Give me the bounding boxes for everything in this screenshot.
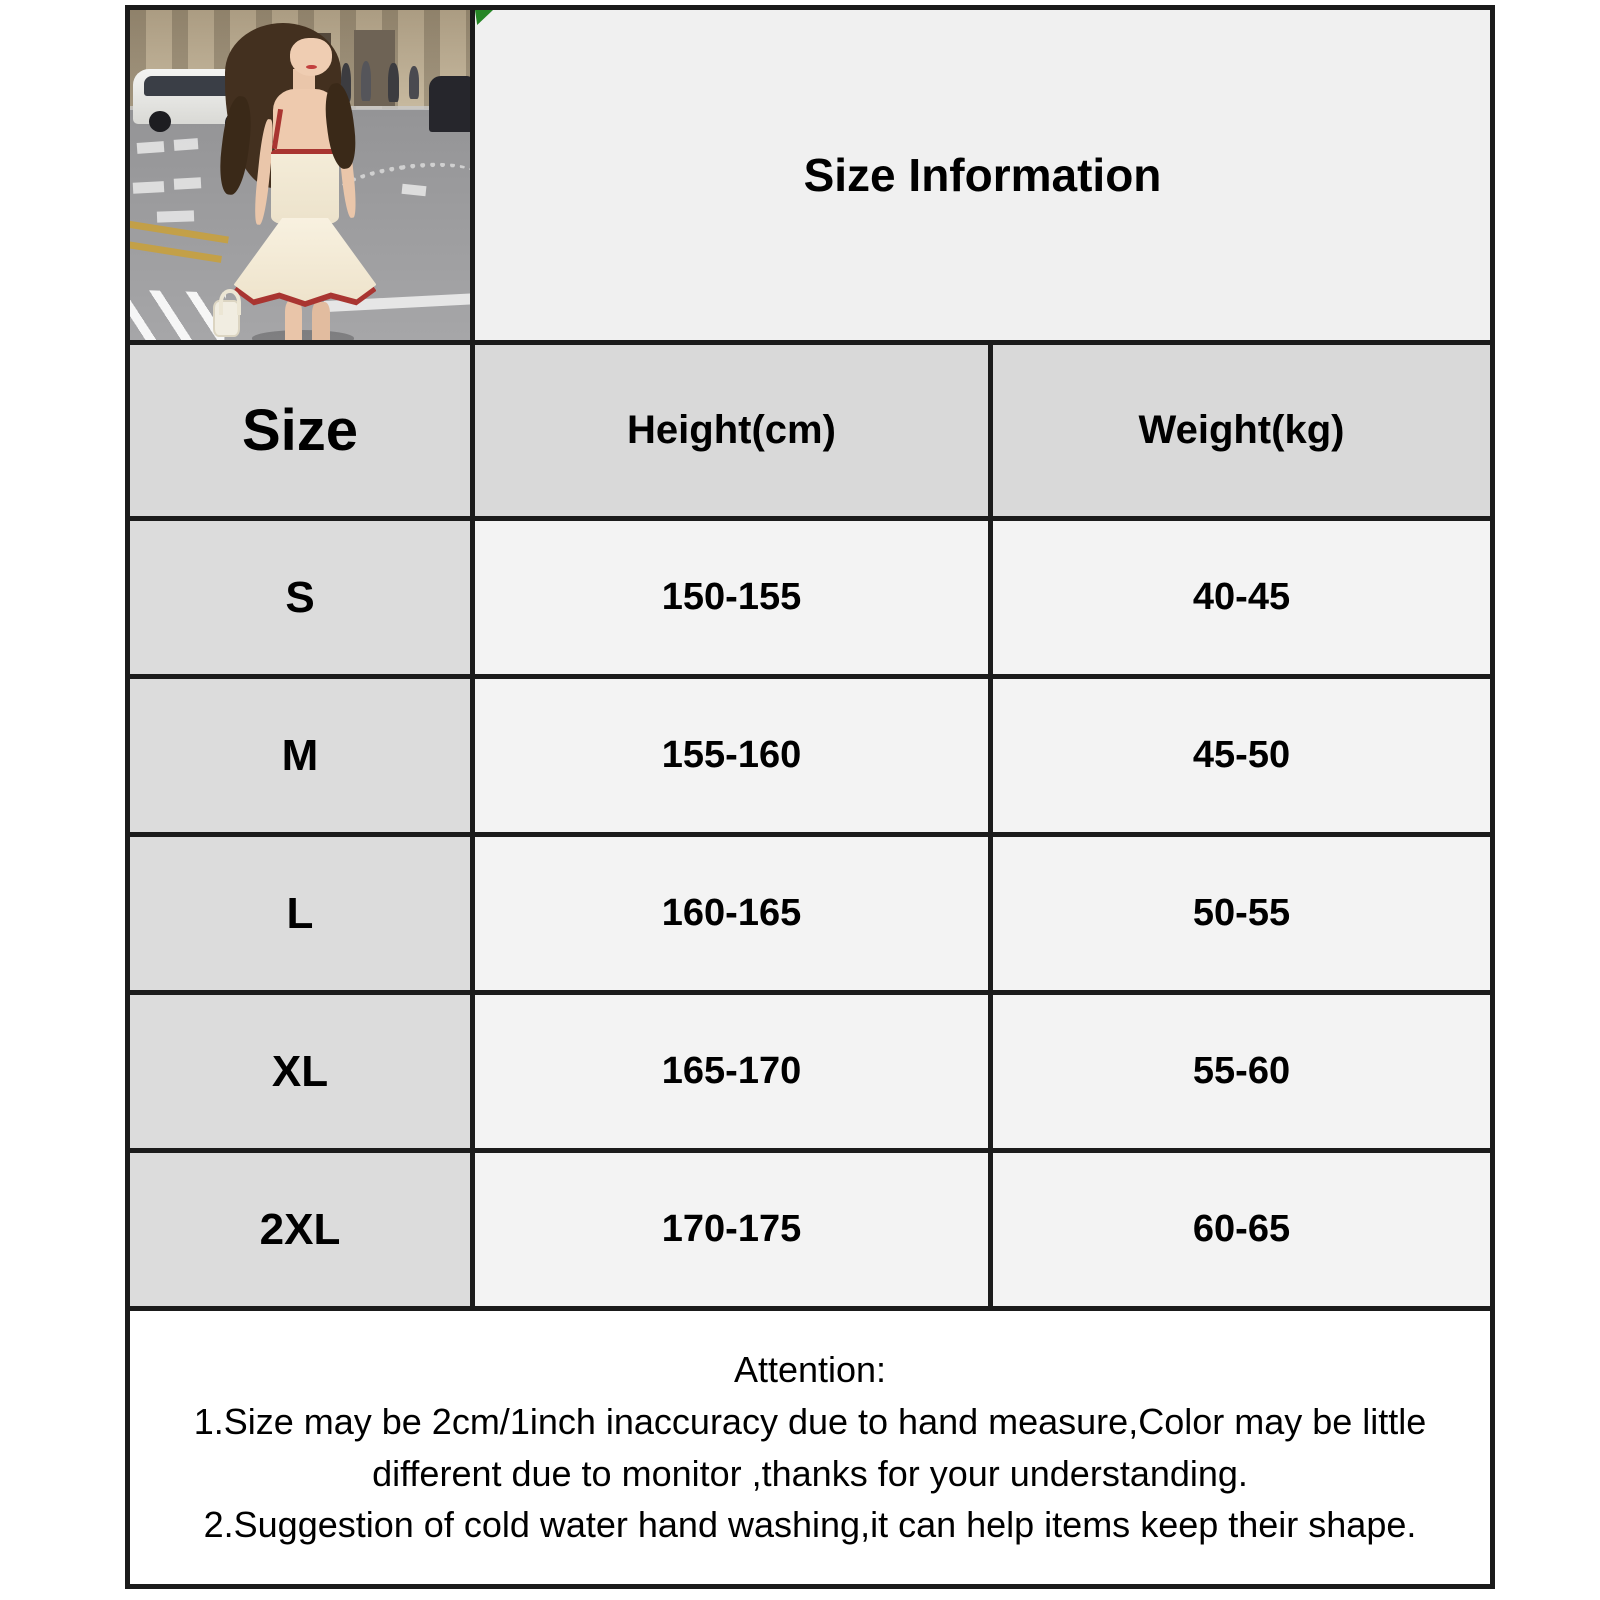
attention-note: 1.Size may be 2cm/1inch inaccuracy due to hand measure,Color may be little different due to monitor ,thanks for your understanding. [193, 1400, 1427, 1494]
height-value: 170-175 [473, 1151, 991, 1309]
title-row [128, 8, 1493, 343]
weight-value: 45-50 [991, 677, 1493, 835]
green-corner-marker-icon [475, 10, 493, 25]
weight-value: 50-55 [991, 835, 1493, 993]
size-label: S [128, 519, 473, 677]
road-marking [174, 178, 202, 191]
height-value: 165-170 [473, 993, 991, 1151]
size-label: M [128, 677, 473, 835]
table-row [128, 677, 1493, 835]
weight-value: 55-60 [991, 993, 1493, 1151]
column-header-height: Height(cm) [473, 343, 991, 519]
pedestrian [388, 63, 398, 103]
road-marking [157, 211, 195, 223]
size-label: 2XL [128, 1151, 473, 1309]
road-marking [133, 181, 164, 194]
table-row [128, 993, 1493, 1151]
model-face [290, 38, 333, 76]
height-value: 160-165 [473, 835, 991, 993]
model-leg [312, 302, 330, 340]
white-handbag [213, 300, 240, 336]
size-label: L [128, 835, 473, 993]
sheet-title-cell [473, 8, 1493, 343]
product-photo-cell [128, 8, 473, 343]
weight-value: 40-45 [991, 519, 1493, 677]
table-row [128, 1151, 1493, 1309]
height-value: 150-155 [473, 519, 991, 677]
model-shadow [252, 330, 354, 340]
size-information-sheet [125, 5, 1495, 1589]
suv-wheel [149, 111, 171, 132]
column-header-size: Size [128, 343, 473, 519]
weight-value: 60-65 [991, 1151, 1493, 1309]
table-row [128, 835, 1493, 993]
attention-heading: Attention: [733, 1348, 887, 1390]
column-header-weight: Weight(kg) [991, 343, 1493, 519]
pedestrian [409, 66, 419, 99]
road-marking [136, 141, 164, 153]
size-label: XL [128, 993, 473, 1151]
dress-bodice [271, 149, 339, 225]
height-value: 155-160 [473, 677, 991, 835]
table-row [128, 519, 1493, 677]
dark-car [429, 76, 470, 132]
road-marking [174, 138, 198, 150]
crosswalk-stripes [130, 289, 226, 340]
attention-row [128, 1309, 1493, 1587]
pedestrian [361, 61, 371, 101]
table-header-row [128, 343, 1493, 519]
attention-note: 2.Suggestion of cold water hand washing,it can help items keep their shape. [203, 1504, 1417, 1546]
page-title: Size Information [803, 149, 1162, 201]
attention-box [128, 1309, 1493, 1587]
model-leg [285, 300, 303, 340]
product-photo [130, 10, 470, 340]
